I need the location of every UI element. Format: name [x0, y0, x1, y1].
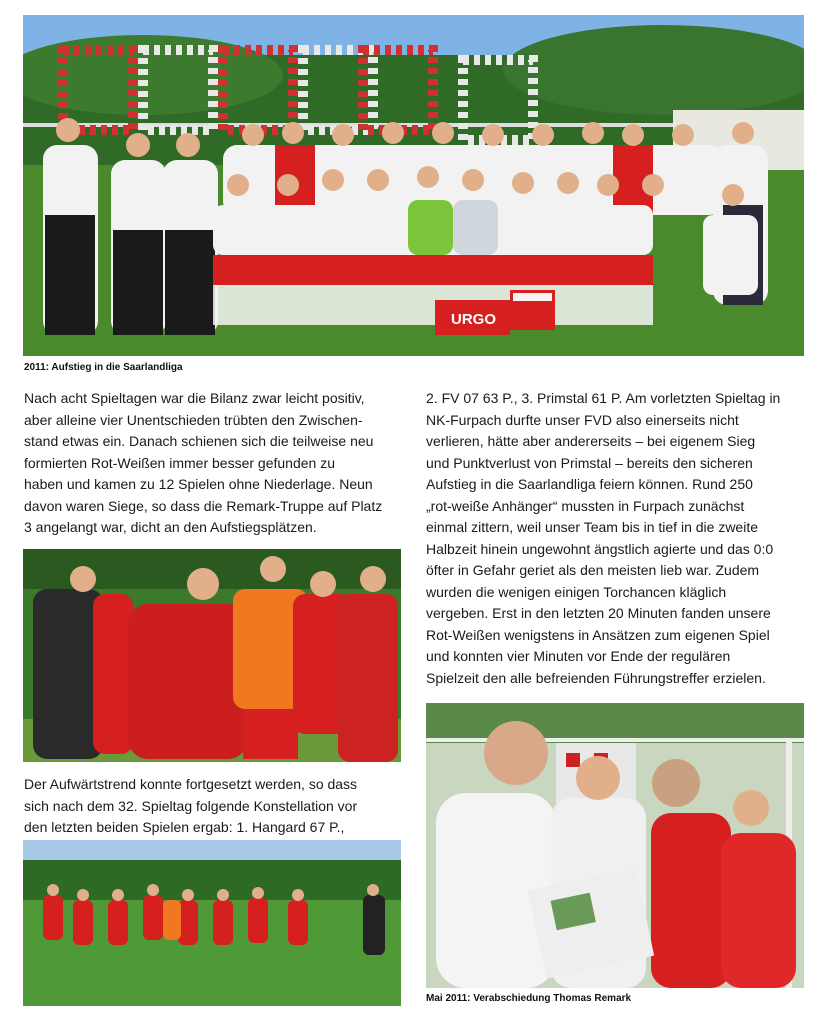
- text-line: „rot-weiße Anhänger“ mussten in Furpach zunächst: [426, 497, 745, 514]
- text-line: Halbzeit hinein ungewohnt ängstlich agierte und das 0:0: [426, 540, 774, 557]
- text-line: haben und kamen zu 12 Spielen ohne Niederlage. Neun: [24, 476, 373, 492]
- text-line: Nach acht Spieltagen war die Bilanz zwar leicht positiv,: [24, 390, 365, 406]
- urgo-label: URGO: [451, 311, 496, 328]
- text-line: davon waren Siege, so dass die Remark-Truppe auf Platz: [24, 497, 383, 514]
- text-line: verlieren, hätte aber andererseits – bei eigenem Sieg: [426, 433, 756, 449]
- text-line: 3 angelangt war, dicht an den Aufstiegsplätzen.: [24, 519, 317, 535]
- paragraph-left-top: [24, 388, 382, 539]
- text-line: öfter in Gefahr geriet als den meisten lieb war. Zudem: [426, 562, 760, 578]
- text-line: Aufstieg in die Saarlandliga feiern können. Rund 250: [426, 476, 753, 492]
- celebration-photo: [23, 549, 401, 762]
- running-team-photo: [23, 840, 401, 1006]
- text-line: vergeben. Erst in den letzten 20 Minuten fanden unsere: [426, 605, 771, 621]
- paragraph-right: [426, 388, 780, 689]
- text-line: Rot-Weißen wenigstens in Ansätzen zum eigenen Spiel: [426, 626, 770, 643]
- text-line: einmal zittern, weil unser Team bis in tief in die zweite: [426, 519, 759, 535]
- team-photo: [23, 15, 804, 356]
- caption-farewell-photo: Mai 2011: Verabschiedung Thomas Remark: [426, 993, 632, 1004]
- farewell-photo: [426, 703, 804, 988]
- text-line: Der Aufwärtstrend konnte fortgesetzt werden, so dass: [24, 776, 358, 792]
- text-line: sich nach dem 32. Spieltag folgende Konstellation vor: [24, 797, 358, 814]
- banner-text: UFFEN: [63, 110, 67, 111]
- caption-team-photo: 2011: Aufstieg in die Saarlandliga: [24, 362, 183, 373]
- text-line: stand etwas ein. Danach schienen sich die teilweise neu: [24, 433, 374, 449]
- text-line: aber alleine vier Unentschieden trübten den Zwischen-: [24, 411, 363, 428]
- text-line: Spielzeit den alle befreienden Führungstreffer erzielen.: [426, 669, 766, 686]
- text-line: und Punktverlust von Primstal – bereits den sicheren: [426, 454, 753, 471]
- text-line: 2. FV 07 63 P., 3. Primstal 61 P. Am vorletzten Spieltag in: [426, 390, 781, 406]
- text-line: den letzten beiden Spielen ergab: 1. Hangard 67 P.,: [24, 819, 345, 835]
- text-line: formierten Rot-Weißen immer besser gefunden zu: [24, 454, 335, 471]
- text-line: NK-Furpach durfte unser FVD also einerseits nicht: [426, 411, 739, 428]
- text-line: und konnten vier Minuten vor Ende der regulären: [426, 648, 731, 664]
- text-line: wurden die wenigen einigen Torchancen kläglich: [426, 583, 727, 600]
- paragraph-left-bottom: [24, 774, 357, 839]
